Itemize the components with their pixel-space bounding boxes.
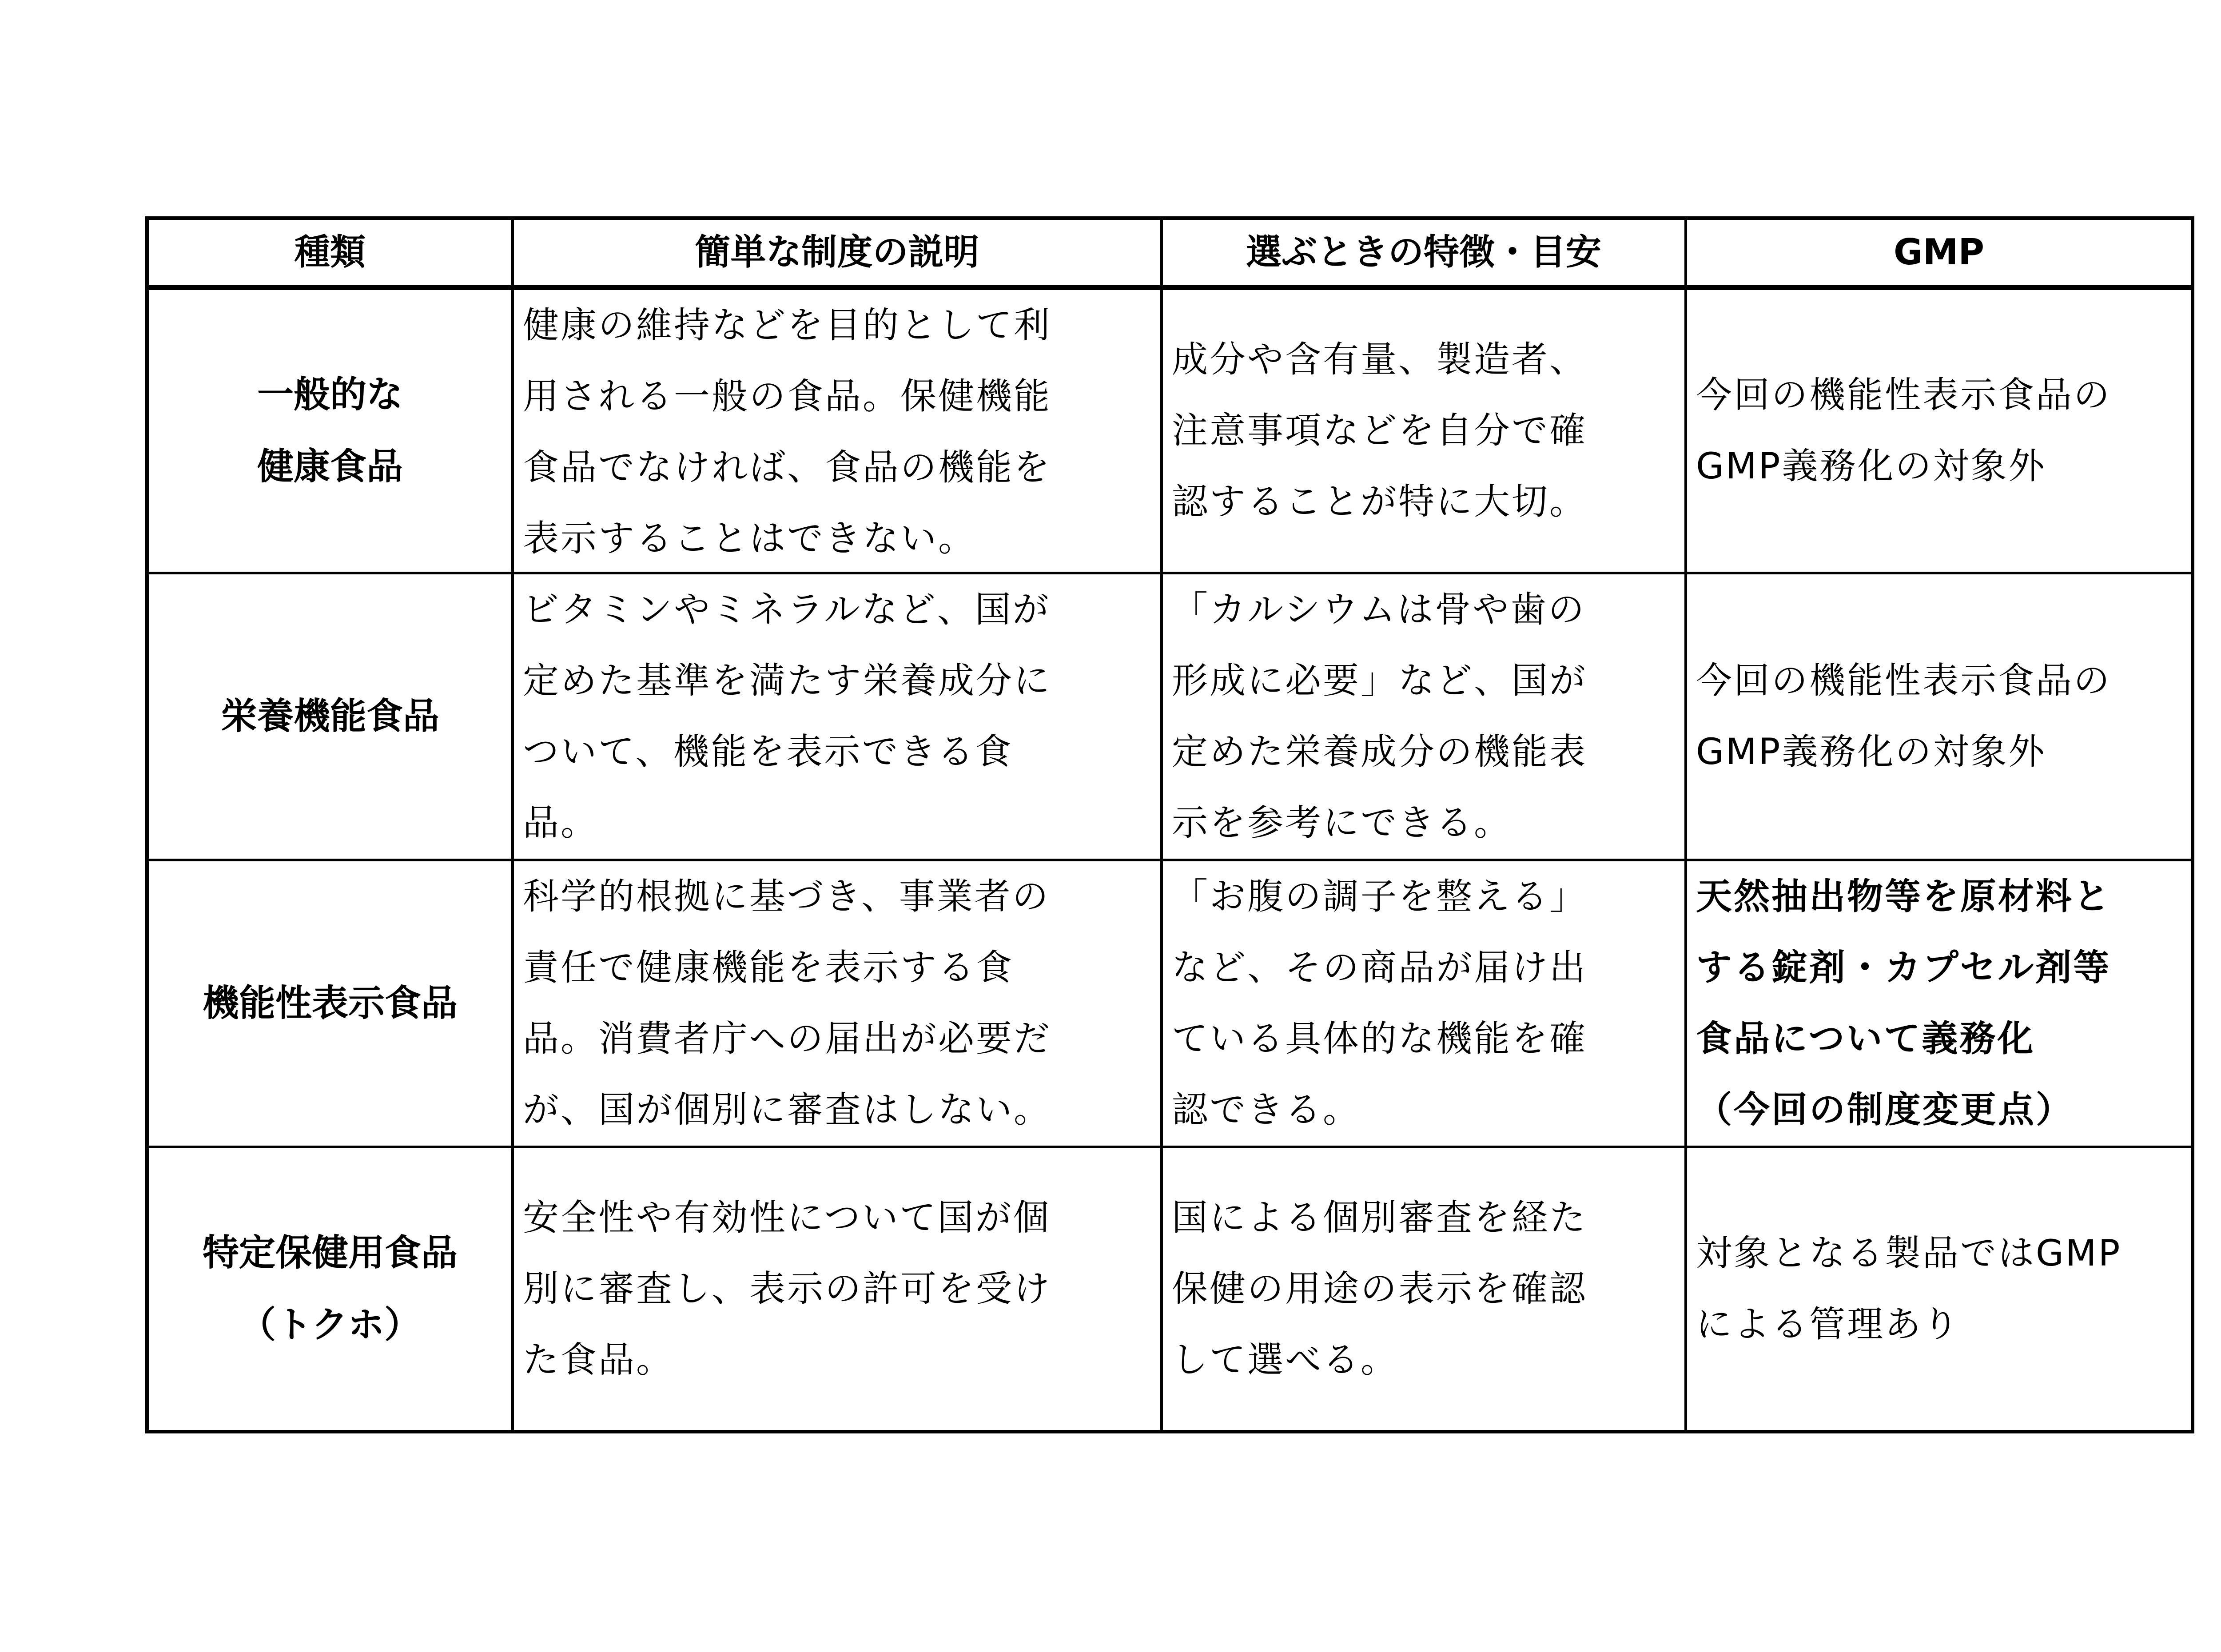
feature-line: など、その商品が届け出 (1172, 947, 1588, 989)
type-line: 栄養機能食品 (220, 695, 439, 737)
gmp-line: （今回の制度変更点） (1696, 1089, 2074, 1131)
row-functional-type (149, 861, 514, 1148)
description-line: 安全性や有効性について国が個 (523, 1197, 1051, 1239)
description-line: 品。消費者庁への届出が必要だ (523, 1018, 1052, 1060)
description-line: た食品。 (523, 1339, 674, 1381)
row-general-type (149, 290, 514, 574)
type-line: 機能性表示食品 (202, 982, 458, 1024)
row-tokuho-feature (1163, 1148, 1687, 1430)
row-tokuho-description (514, 1148, 1163, 1430)
header-gmp-label: GMP (1894, 231, 1984, 273)
gmp-line: 今回の機能性表示食品の (1696, 660, 2112, 702)
row-tokuho-type (149, 1148, 514, 1430)
comparison-table (145, 216, 2194, 1433)
header-feature-label: 選ぶときの特徴・目安 (1246, 231, 1601, 273)
type-line: 特定保健用食品 (202, 1232, 458, 1274)
feature-line: 保健の用途の表示を確認 (1172, 1268, 1588, 1310)
row-tokuho-gmp (1687, 1148, 2191, 1430)
header-type-label: 種類 (295, 231, 366, 273)
feature-line: ている具体的な機能を確 (1172, 1018, 1588, 1060)
description-line: 科学的根拠に基づき、事業者の (523, 876, 1050, 918)
gmp-line: する錠剤・カプセル剤等 (1696, 947, 2111, 989)
gmp-line: 対象となる製品ではGMP (1696, 1233, 2122, 1274)
feature-line: 定めた栄養成分の機能表 (1172, 731, 1588, 773)
gmp-line: GMP義務化の対象外 (1696, 731, 2046, 773)
feature-line: 認することが特に大切。 (1172, 481, 1588, 523)
description-line: ビタミンやミネラルなど、国が (523, 589, 1051, 631)
row-functional-gmp (1687, 861, 2191, 1148)
header-gmp (1687, 220, 2191, 287)
row-nutrient-feature (1163, 574, 1687, 861)
description-line: 用される一般の食品。保健機能 (523, 376, 1052, 418)
type-line: （トクホ） (239, 1304, 421, 1346)
row-general-description (514, 290, 1163, 574)
row-general-feature (1163, 290, 1687, 574)
description-line: 責任で健康機能を表示する食 (523, 947, 1014, 989)
type-line: 健康食品 (257, 446, 403, 488)
header-feature (1163, 220, 1687, 287)
feature-line: して選べる。 (1172, 1339, 1399, 1381)
row-nutrient-description (514, 574, 1163, 861)
header-description (514, 220, 1163, 287)
row-nutrient-gmp (1687, 574, 2191, 861)
feature-line: 注意事項などを自分で確 (1172, 410, 1588, 452)
feature-line: 「カルシウムは骨や歯の (1172, 589, 1586, 631)
gmp-line: 天然抽出物等を原材料と (1696, 876, 2112, 918)
gmp-line: 食品について義務化 (1696, 1018, 2035, 1060)
feature-line: 「お腹の調子を整える」 (1172, 876, 1588, 918)
description-line: が、国が個別に審査はしない。 (523, 1089, 1052, 1131)
row-general-gmp (1687, 290, 2191, 574)
description-line: 健康の維持などを目的として利 (523, 305, 1052, 346)
feature-line: 成分や含有量、製造者、 (1172, 339, 1588, 381)
description-line: 表示することはできない。 (523, 518, 976, 560)
feature-line: 認できる。 (1172, 1089, 1361, 1131)
description-line: 品。 (523, 802, 599, 844)
row-functional-feature (1163, 861, 1687, 1148)
feature-line: 国による個別審査を経た (1172, 1197, 1588, 1239)
header-type (149, 220, 514, 287)
type-line: 一般的な (257, 374, 403, 416)
gmp-line: 今回の機能性表示食品の (1696, 374, 2112, 416)
row-nutrient-type (149, 574, 514, 861)
feature-line: 形成に必要」など、国が (1172, 660, 1588, 702)
description-line: 定めた基準を満たす栄養成分に (523, 660, 1052, 702)
gmp-line: GMP義務化の対象外 (1696, 446, 2046, 487)
description-line: 別に審査し、表示の許可を受け (523, 1268, 1052, 1310)
gmp-line: による管理あり (1696, 1304, 1961, 1345)
description-line: ついて、機能を表示できる食 (523, 731, 1013, 773)
feature-line: 示を参考にできる。 (1172, 802, 1512, 844)
row-functional-description (514, 861, 1163, 1148)
description-line: 食品でなければ、食品の機能を (523, 447, 1052, 489)
header-description-label: 簡単な制度の説明 (695, 231, 979, 273)
